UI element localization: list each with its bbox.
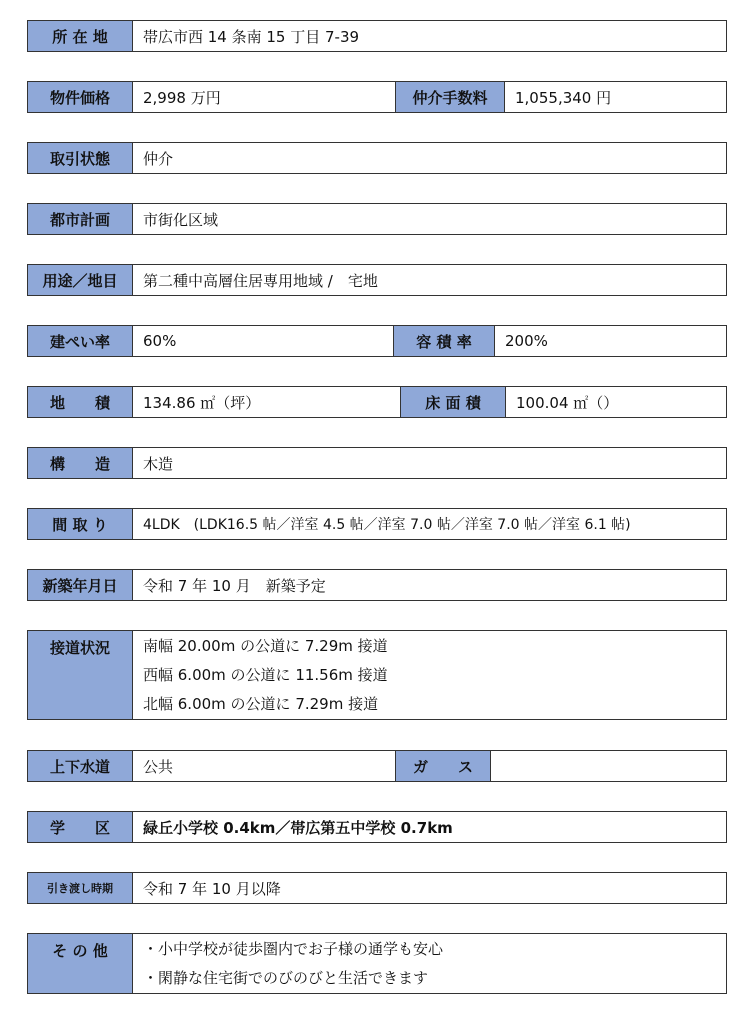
zoning-label: 用途／地目 [28,265,133,295]
city-planning-value: 市街化区域 [143,210,219,229]
road-line: 南幅 20.00m の公道に 7.29m 接道 [143,636,388,655]
built-value: 令和 7 年 10 月 新築予定 [143,576,326,595]
other-label: そ の 他 [28,934,133,993]
structure-value: 木造 [143,454,174,473]
other-line: ・閑静な住宅街でのびのびと生活できます [143,968,429,987]
price-value: 2,998 万円 [143,88,221,107]
school-label: 学 区 [28,812,133,842]
water-value: 公共 [143,757,174,776]
school-row [27,811,727,843]
price-row [27,81,727,113]
city-planning-label: 都市計画 [28,204,133,234]
price-label: 物件価格 [28,82,133,112]
handover-value: 令和 7 年 10 月以降 [143,879,281,898]
other-row [27,933,727,994]
location-row [27,20,727,52]
coverage-value: 60% [143,332,177,350]
built-row [27,569,727,601]
other-line: ・小中学校が徒歩圏内でお子様の通学も安心 [143,939,444,958]
road-line: 西幅 6.00m の公道に 11.56m 接道 [143,665,388,684]
school-value: 緑丘小学校 0.4km／帯広第五中学校 0.7km [143,818,453,837]
zoning-value: 第二種中高層住居専用地域 / 宅地 [143,271,378,290]
city-planning-row [27,203,727,235]
road-line: 北幅 6.00m の公道に 7.29m 接道 [143,694,379,713]
road-label: 接道状況 [28,631,133,719]
coverage-label: 建ぺい率 [28,326,133,356]
structure-label: 構 造 [28,448,133,478]
transaction-value: 仲介 [143,149,174,168]
water-label: 上下水道 [28,751,133,781]
gas-label: ガ ス [395,751,491,781]
far-label: 容 積 率 [393,326,495,356]
zoning-row [27,264,727,296]
land-area-label: 地 積 [28,387,133,417]
layout-row [27,508,727,540]
location-value: 帯広市西 14 条南 15 丁目 7-39 [143,27,360,46]
built-label: 新築年月日 [28,570,133,600]
floor-area-value: 100.04 ㎡（） [516,393,619,412]
handover-row [27,872,727,904]
fee-label: 仲介手数料 [395,82,505,112]
road-row [27,630,727,720]
location-label: 所 在 地 [28,21,133,51]
transaction-row [27,142,727,174]
water-row [27,750,727,782]
other-lines [133,934,443,993]
structure-row [27,447,727,479]
far-value: 200% [505,332,548,350]
fee-value: 1,055,340 円 [515,88,612,107]
layout-label: 間 取 り [28,509,133,539]
land-area-value: 134.86 ㎡（坪） [143,393,261,412]
transaction-label: 取引状態 [28,143,133,173]
road-lines [133,631,388,719]
land-area-row [27,386,727,418]
gas-value [491,751,501,781]
layout-value: 4LDK (LDK16.5 帖／洋室 4.5 帖／洋室 7.0 帖／洋室 7.0 帖／洋室 6.1 帖) [143,517,631,533]
floor-area-label: 床 面 積 [400,387,506,417]
handover-label: 引き渡し時期 [28,873,133,903]
coverage-row [27,325,727,357]
